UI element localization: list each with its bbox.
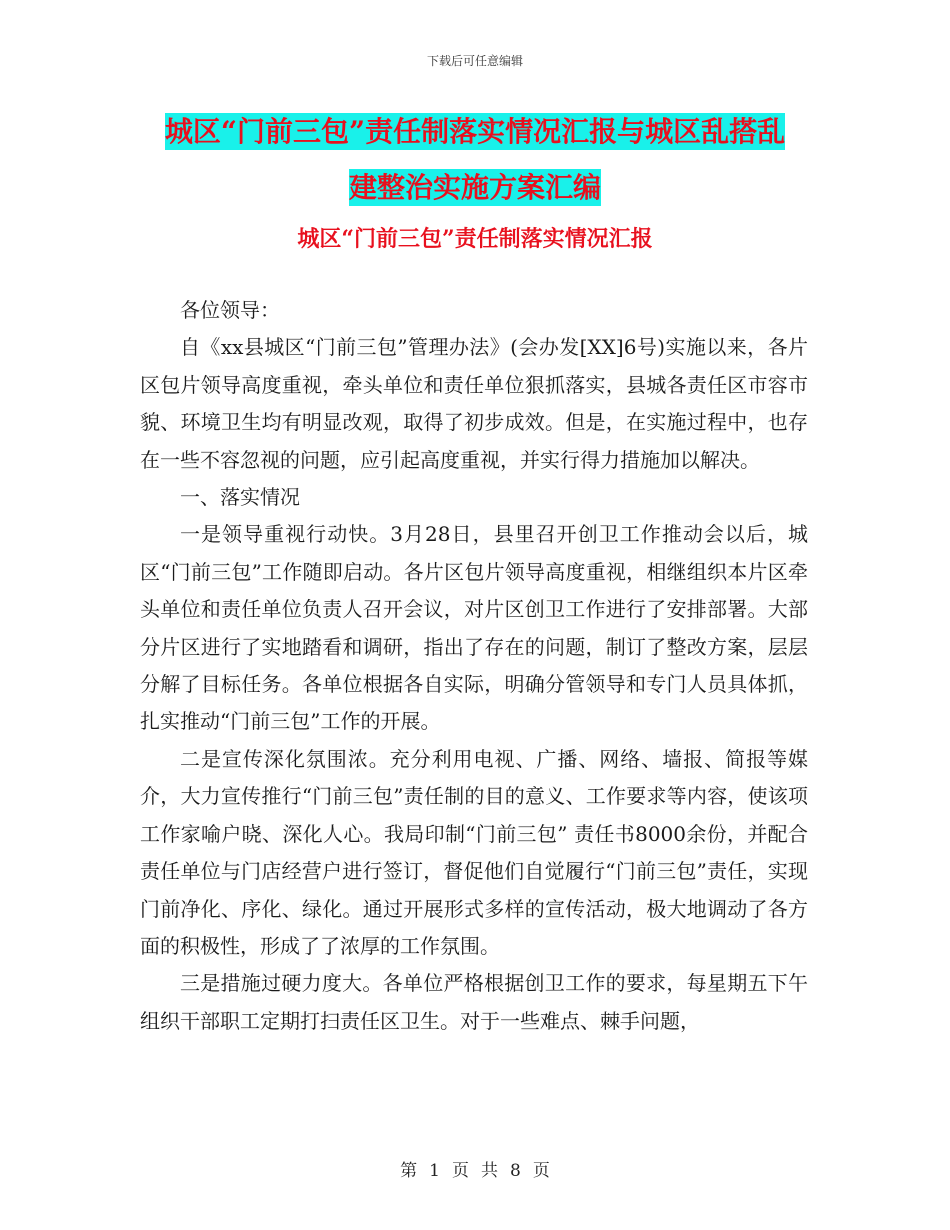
page-footer [0,1156,950,1181]
main-title-line-1: 城区“门前三包”责任制落实情况汇报与城区乱搭乱 [164,115,786,148]
document-sub-title: 城区“门前三包”责任制落实情况汇报 [297,226,653,252]
paragraph-point-3: 三是措施过硬力度大。各单位严格根据创卫工作的要求，每星期五下午组织干部职工定期打扫责任区卫生。对于一些难点、棘手问题， [140,971,808,1033]
document-body [140,292,808,1040]
page-header: 下载后可任意编辑 [426,54,523,68]
paragraph-intro: 自《xx县城区“门前三包”管理办法》(会办发[XX]6号)实施以来，各片区包片领导高度重视，牵头单位和责任单位狠抓落实，县城各责任区市容市貌、环境卫生均有明显改观，取得了初步成效。但是，在实施过程中，也存在一些不容忽视的问题，应引起高度重视，并实行得力措施加以解决。 [140,335,808,472]
document-main-title [140,104,810,216]
section-heading: 一、落实情况 [180,485,300,510]
footer-page-word: 页 [452,1161,469,1181]
footer-suffix: 页 [532,1161,550,1181]
footer-total-prefix: 共 [481,1161,498,1181]
footer-prefix: 第 [400,1161,418,1181]
paragraph-point-1: 一是领导重视行动快。3月28日，县里召开创卫工作推动会以后，城区“门前三包”工作随即启动。各片区包片领导高度重视，相继组织本片区牵头单位和责任单位负责人召开会议，对片区创卫工作进行了安排部署。大部分片区进行了实地踏看和调研，指出了存在的问题，制订了整改方案，层层分解了目标任务。各单位根据各自实际，明确分管领导和专门人员具体抓，扎实推动“门前三包”工作的开展。 [140,522,808,734]
main-title-line-2: 建整治实施方案汇编 [348,171,601,204]
salutation: 各位领导： [180,298,280,322]
paragraph-point-2: 二是宣传深化氛围浓。充分利用电视、广播、网络、墙报、简报等媒介，大力宣传推行“门前三包”责任制的目的意义、工作要求等内容，使该项工作家喻户晓、深化人心。我局印制“门前三包” 责任书8000余份，并配合责任单位与门店经营户进行签订，督促他们自觉履行“门前三包”责任，实现门前净化、序化、绿化。通过开展形式多样的宣传活动，极大地调动了各方面的积极性，形成了了浓厚的工作氛围。 [140,746,808,958]
footer-total-pages: 8 [510,1161,521,1181]
footer-page-number: 1 [429,1161,440,1181]
